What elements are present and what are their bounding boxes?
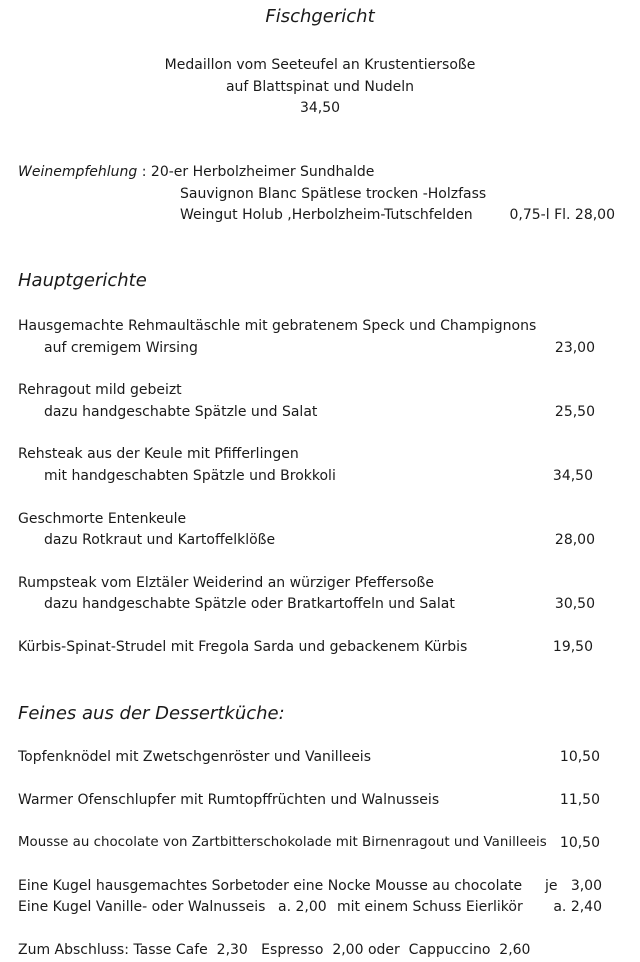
- closing-line: Zum Abschluss: Tasse Cafe 2,30 Espresso 2,00 oder Cappuccino 2,60: [18, 942, 531, 958]
- dessert-item-name: Topfenknödel mit Zwetschgenröster und Vanilleeis: [18, 749, 371, 765]
- extra-eggnog: mit einem Schuss Eierlikör: [337, 899, 523, 915]
- dessert-item-price: 10,50: [559, 749, 600, 765]
- wine-label: Weinempfehlung: [18, 164, 138, 180]
- mains-heading: Hauptgerichte: [18, 270, 147, 291]
- wine-price: 0,75-l Fl. 28,00: [509, 207, 615, 223]
- desserts-heading: Feines aus der Dessertküche:: [18, 703, 285, 724]
- main-item-name: Kürbis-Spinat-Strudel mit Fregola Sarda und gebackenem Kürbis: [18, 639, 468, 655]
- main-item-desc: dazu handgeschabte Spätzle und Salat: [44, 404, 318, 420]
- main-item-desc: mit handgeschabten Spätzle und Brokkoli: [44, 468, 336, 484]
- main-item-name: Rehragout mild gebeizt: [18, 382, 182, 398]
- fish-dish-line1: Medaillon vom Seeteufel an Krustentiersoße: [164, 57, 476, 73]
- dessert-item-price: 11,50: [559, 792, 600, 808]
- main-item-name: Rumpsteak vom Elztäler Weiderind an würziger Pfeffersoße: [18, 575, 434, 591]
- fish-dish-line2: auf Blattspinat und Nudeln: [225, 79, 415, 95]
- main-item-price: 23,00: [554, 340, 595, 356]
- extra-mousse: oder eine Nocke Mousse au chocolate: [257, 878, 523, 894]
- wine-line1: [18, 163, 374, 181]
- fish-heading: Fischgericht: [265, 6, 375, 27]
- extra-icecream-price: a. 2,00: [278, 899, 327, 915]
- main-item-price: 30,50: [554, 596, 595, 612]
- extra-icecream: Eine Kugel Vanille- oder Walnusseis: [18, 899, 266, 915]
- main-item-price: 28,00: [554, 532, 595, 548]
- extra-sorbet-price: je 3,00: [544, 878, 602, 894]
- dessert-item-name: Warmer Ofenschlupfer mit Rumtopffrüchten und Walnusseis: [18, 792, 440, 808]
- main-item-desc: dazu handgeschabte Spätzle oder Bratkartoffeln und Salat: [44, 596, 455, 612]
- main-item-name: Geschmorte Entenkeule: [18, 511, 187, 527]
- wine-line3: Weingut Holub ,Herbolzheim-Tutschfelden: [180, 207, 473, 223]
- fish-dish-price: 34,50: [299, 100, 341, 116]
- main-item-price: 19,50: [552, 639, 593, 655]
- main-item-desc: dazu Rotkraut und Kartoffelklöße: [44, 532, 276, 548]
- wine-line2: Sauvignon Blanc Spätlese trocken -Holzfass: [180, 186, 487, 202]
- extra-sorbet: Eine Kugel hausgemachtes Sorbet: [18, 878, 258, 894]
- dessert-item-name: Mousse au chocolate von Zartbitterschokolade mit Birnenragout und Vanilleeis: [18, 835, 547, 850]
- extra-eggnog-price: a. 2,40: [553, 899, 602, 915]
- dessert-item-price: 10,50: [559, 835, 600, 851]
- wine-name: : 20-er Herbolzheimer Sundhalde: [137, 164, 375, 180]
- main-item-price: 25,50: [554, 404, 595, 420]
- main-item-name: Hausgemachte Rehmaultäschle mit gebratenem Speck und Champignons: [18, 318, 537, 334]
- main-item-price: 34,50: [552, 468, 593, 484]
- main-item-name: Rehsteak aus der Keule mit Pfifferlingen: [18, 446, 299, 462]
- main-item-desc: auf cremigem Wirsing: [44, 340, 198, 356]
